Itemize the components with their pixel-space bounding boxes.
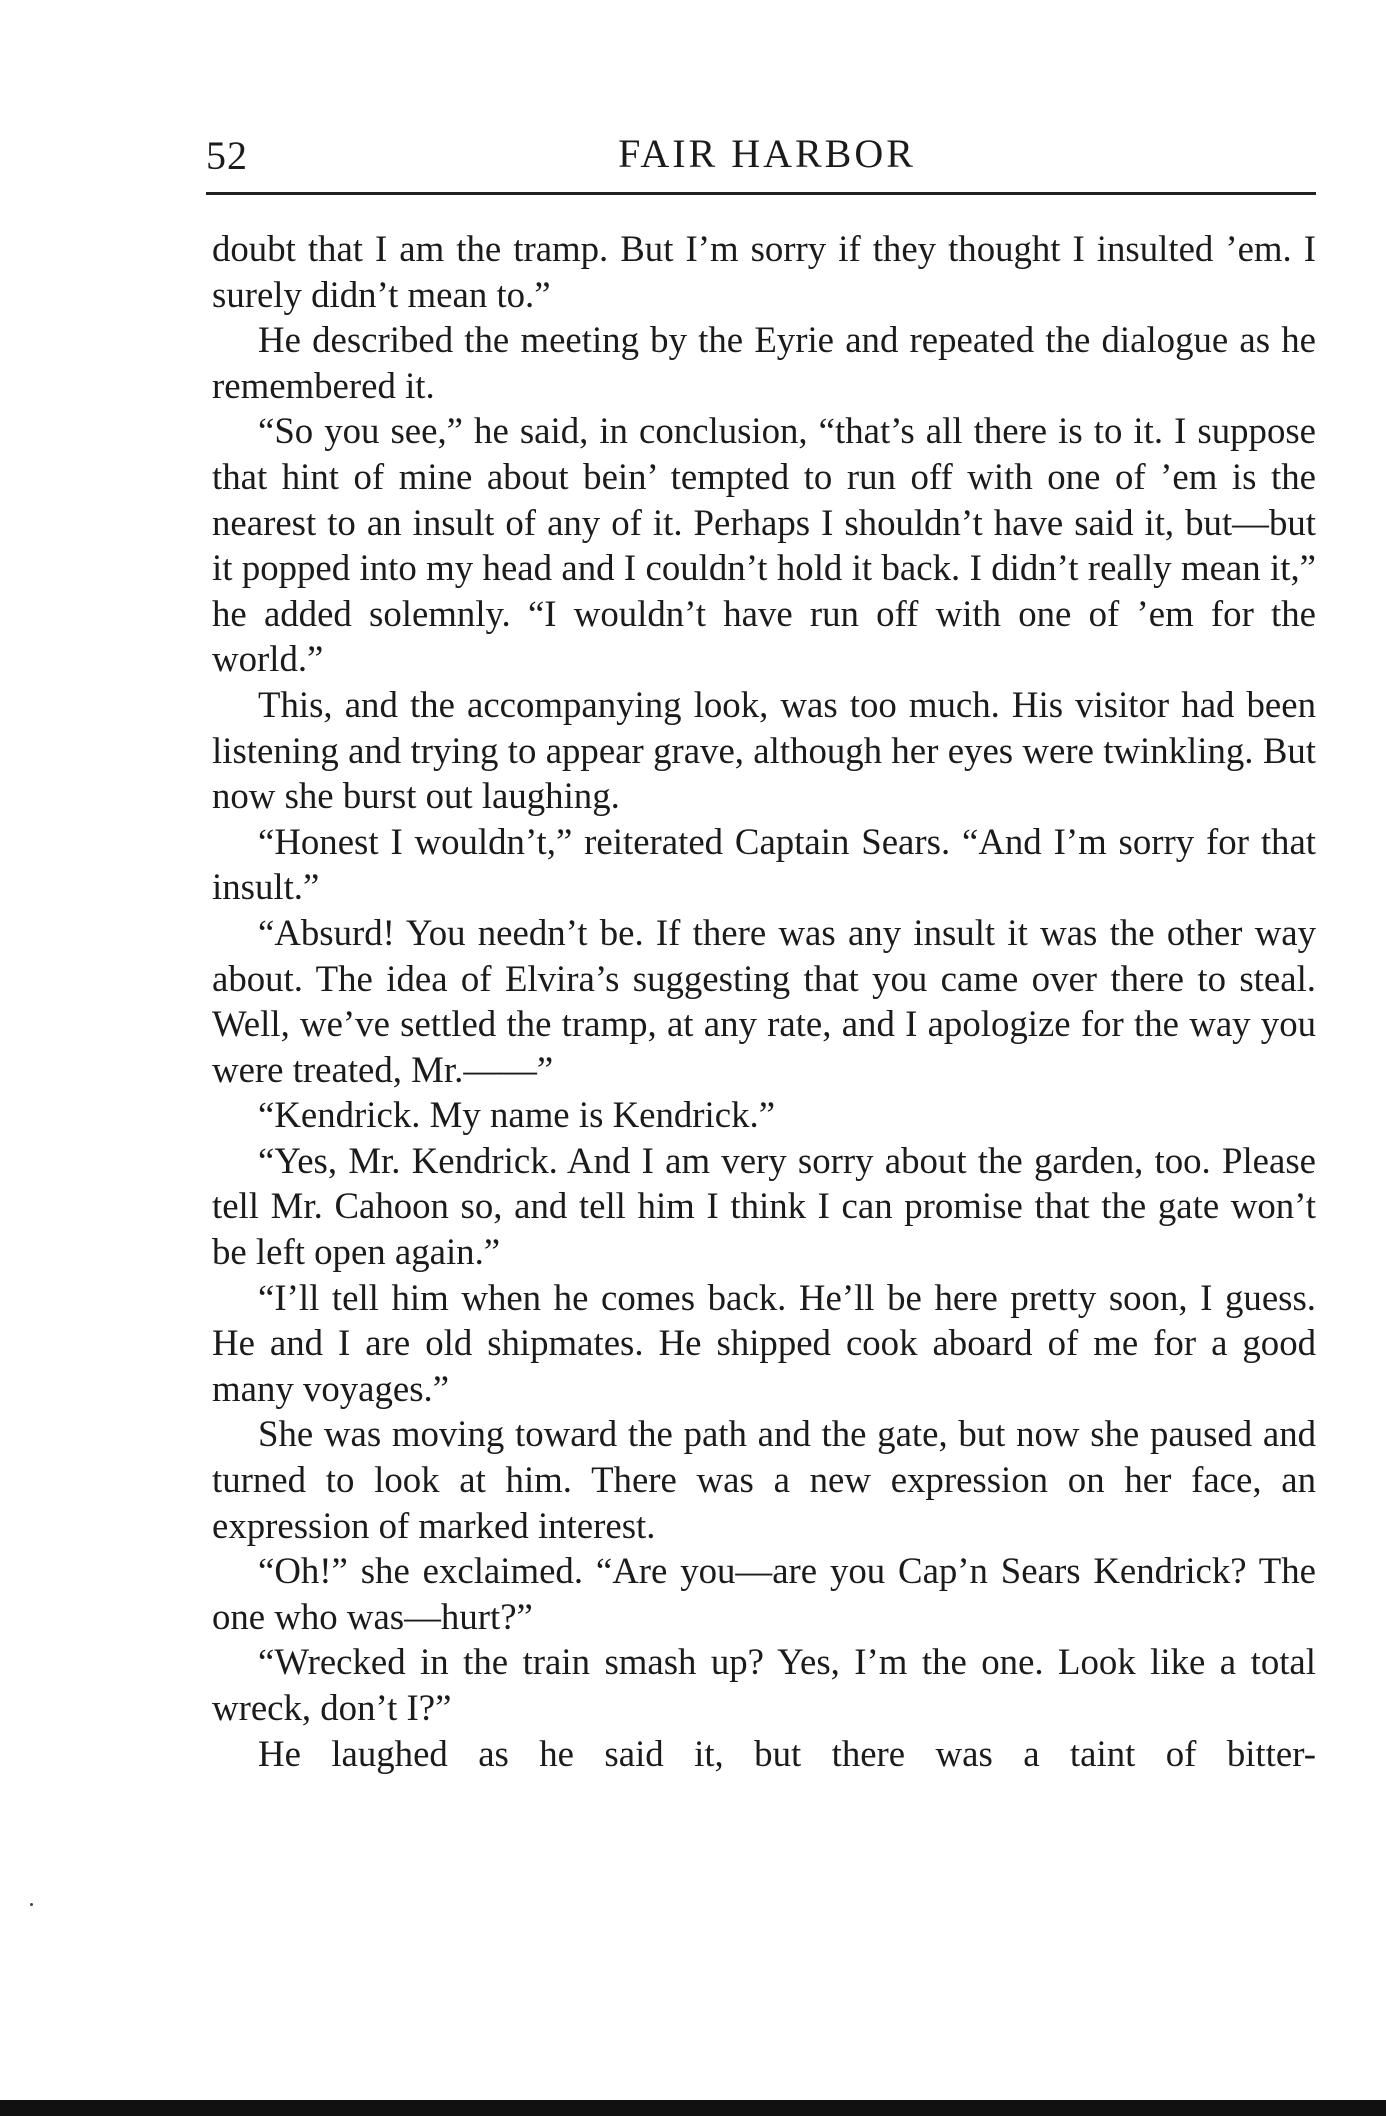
- paragraph: “Kendrick. My name is Kendrick.”: [258, 1094, 776, 1136]
- page-header: [206, 130, 1316, 182]
- paragraph: He laughed as he said it, but there was a taint of bitter-: [258, 1732, 1316, 1774]
- page-number: 52: [206, 133, 248, 178]
- paragraph: He described the meeting by the Eyrie and repeated the dialogue as he remembered it.: [212, 319, 1316, 406]
- running-head: FAIR HARBOR: [618, 131, 916, 176]
- paragraph: “Wrecked in the train smash up? Yes, I’m the one. Look like a total wreck, don’t I?”: [212, 1641, 1316, 1728]
- scan-speck: [30, 1903, 33, 1906]
- body-text: [212, 226, 1316, 1776]
- paragraph: “I’ll tell him when he comes back. He’ll be here pretty soon, I guess. He and I are old shipmates. He shipped cook aboard of me for a good many voyages.”: [212, 1276, 1316, 1409]
- paragraph: “Yes, Mr. Kendrick. And I am very sorry about the garden, too. Please tell Mr. Cahoon so, and tell him I think I can promise that the gate won’t be left open again.”: [212, 1139, 1316, 1273]
- paragraph: “So you see,” he said, in conclusion, “that’s all there is to it. I suppose that hint of mine about bein’ tempted to run off with one of ’em is the nearest to an insult of any of it. Perhaps I shouldn’t have said it, but—but it popped into my head and I couldn’t hold it back. I didn’t really mean it,” he added solemnly. “I wouldn’t have run off with one of ’em for the world.”: [212, 410, 1316, 680]
- paragraph: “Oh!” she exclaimed. “Are you—are you Cap’n Sears Kendrick? The one who was—hurt?”: [212, 1550, 1316, 1637]
- paragraph: She was moving toward the path and the gate, but now she paused and turned to look at him. There was a new expression on her face, an expression of marked interest.: [212, 1413, 1316, 1546]
- header-rule: [206, 192, 1316, 195]
- scan-bottom-edge: [0, 2100, 1386, 2116]
- paragraph: “Absurd! You needn’t be. If there was any insult it was the other way about. The idea of Elvira’s suggesting that you came over there to steal. Well, we’ve settled the tramp, at any rate, and I apologize for the way you were treated, Mr.——”: [212, 911, 1316, 1090]
- paragraph: “Honest I wouldn’t,” reiterated Captain Sears. “And I’m sorry for that insult.”: [212, 820, 1316, 908]
- paragraph: This, and the accompanying look, was too much. His visitor had been listening and trying to appear grave, although her eyes were twinkling. But now she burst out laughing.: [212, 683, 1316, 817]
- paragraph: doubt that I am the tramp. But I’m sorry if they thought I insulted ’em. I surely didn’t mean to.”: [212, 228, 1316, 315]
